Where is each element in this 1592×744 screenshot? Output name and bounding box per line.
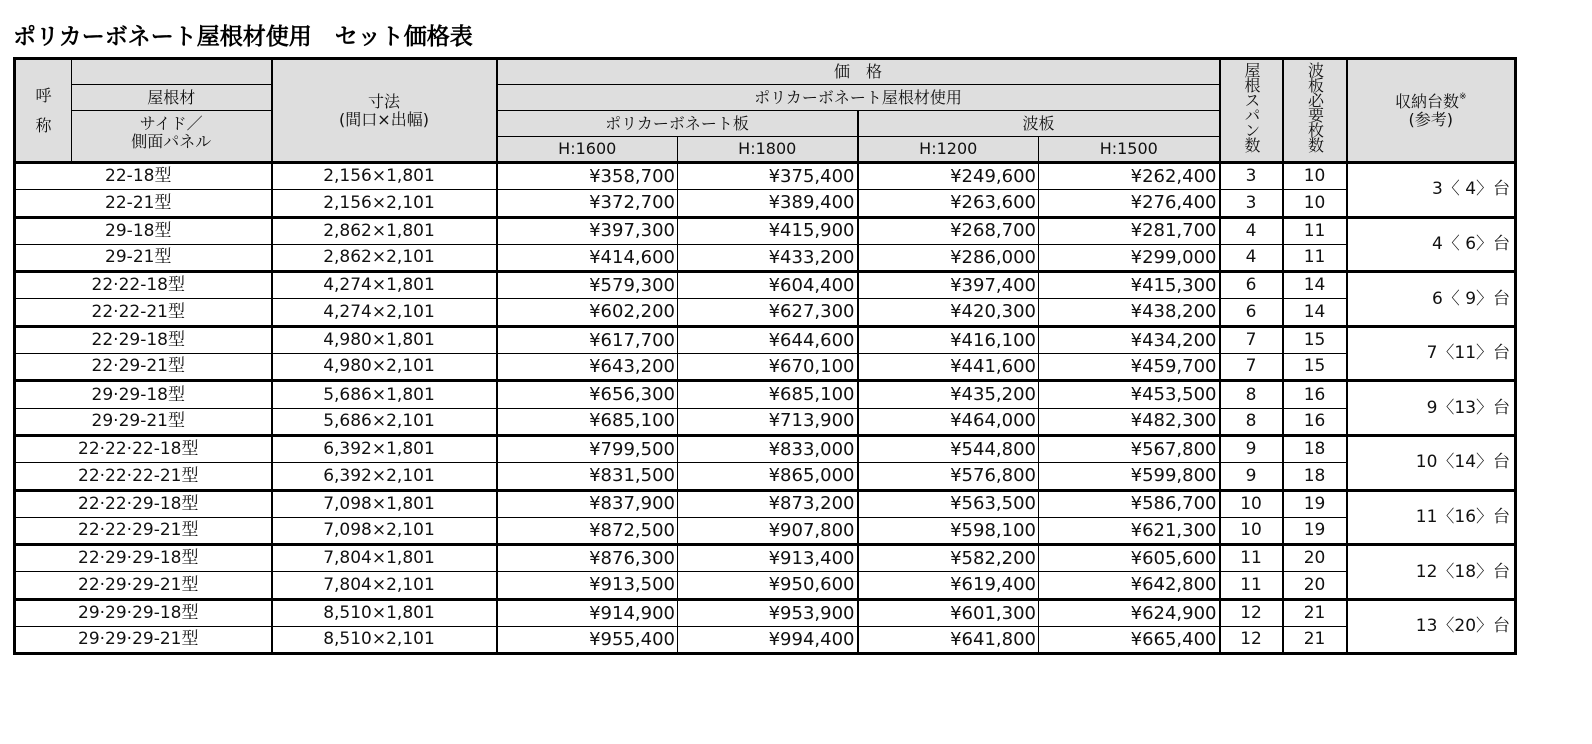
price-wave-h1200-cell: ¥619,400 [858,572,1039,599]
price-wave-h1500-cell: ¥586,700 [1039,490,1220,517]
corrugated-required-count-label: 波板必要枚数 [1305,62,1325,152]
sheets-cell: 18 [1283,463,1347,490]
price-wave-h1200-cell: ¥416,100 [858,326,1039,353]
header-name-blank [72,59,272,85]
sheets-cell: 14 [1283,299,1347,326]
table-row [15,381,1516,408]
sheets-cell: 19 [1283,490,1347,517]
price-wave-h1500-cell: ¥434,200 [1039,326,1220,353]
price-poly-h1800-cell: ¥644,600 [678,326,858,353]
storage-count-cell: 10〈14〉台 [1347,435,1516,490]
header-corrugated-board: 波板 [858,111,1220,137]
roof-span-cell: 6 [1220,272,1283,299]
table-header [15,59,1516,163]
size-cell: 2,156×1,801 [272,163,497,190]
model-cell: 29·29-18型 [15,381,272,408]
sheets-cell: 20 [1283,545,1347,572]
price-poly-h1800-cell: ¥433,200 [678,244,858,271]
price-wave-h1500-cell: ¥599,800 [1039,463,1220,490]
table-row [15,627,1516,654]
roof-span-cell: 8 [1220,381,1283,408]
price-poly-h1600-cell: ¥799,500 [497,435,678,462]
size-cell: 5,686×2,101 [272,408,497,435]
sheets-cell: 18 [1283,435,1347,462]
header-h1800: H:1800 [678,137,858,163]
price-wave-h1200-cell: ¥563,500 [858,490,1039,517]
side-panel-line2: 側面パネル [131,131,212,151]
roof-span-cell: 11 [1220,572,1283,599]
size-cell: 5,686×1,801 [272,381,497,408]
price-poly-h1800-cell: ¥950,600 [678,572,858,599]
header-h1200: H:1200 [858,137,1039,163]
price-poly-h1600-cell: ¥955,400 [497,627,678,654]
price-poly-h1600-cell: ¥837,900 [497,490,678,517]
sheets-cell: 14 [1283,272,1347,299]
size-cell: 4,274×1,801 [272,272,497,299]
size-cell: 6,392×1,801 [272,435,497,462]
header-price-subtitle: ポリカーボネート屋根材使用 [497,85,1220,111]
size-cell: 2,862×1,801 [272,217,497,244]
table-row [15,244,1516,271]
price-poly-h1800-cell: ¥389,400 [678,190,858,217]
storage-count-cell: 3〈 4〉台 [1347,163,1516,218]
price-poly-h1800-cell: ¥627,300 [678,299,858,326]
header-size-line1: 寸法 [367,91,400,111]
price-wave-h1200-cell: ¥582,200 [858,545,1039,572]
price-poly-h1800-cell: ¥604,400 [678,272,858,299]
sheets-cell: 11 [1283,217,1347,244]
sheets-cell: 10 [1283,163,1347,190]
roof-span-cell: 7 [1220,354,1283,381]
table-body [15,163,1516,654]
price-wave-h1500-cell: ¥276,400 [1039,190,1220,217]
model-cell: 22-21型 [15,190,272,217]
header-polycarbonate-board: ポリカーボネート板 [497,111,858,137]
roof-span-cell: 10 [1220,490,1283,517]
table-row [15,572,1516,599]
table-row [15,490,1516,517]
model-cell: 22·22·29-18型 [15,490,272,517]
table-row [15,326,1516,353]
price-table [13,57,1517,655]
price-wave-h1500-cell: ¥459,700 [1039,354,1220,381]
storage-count-cell: 13〈20〉台 [1347,599,1516,654]
roof-span-cell: 12 [1220,627,1283,654]
size-cell: 2,862×2,101 [272,244,497,271]
header-name-line2: 称 [35,115,52,135]
price-wave-h1200-cell: ¥544,800 [858,435,1039,462]
roof-span-cell: 8 [1220,408,1283,435]
model-cell: 22·29-18型 [15,326,272,353]
roof-span-cell: 9 [1220,435,1283,462]
storage-reference-label: (参考) [1408,109,1454,129]
size-cell: 4,980×1,801 [272,326,497,353]
price-poly-h1600-cell: ¥414,600 [497,244,678,271]
size-cell: 7,098×1,801 [272,490,497,517]
price-wave-h1200-cell: ¥598,100 [858,517,1039,544]
model-cell: 29·29·29-18型 [15,599,272,626]
table-row [15,435,1516,462]
price-wave-h1500-cell: ¥262,400 [1039,163,1220,190]
price-wave-h1500-cell: ¥605,600 [1039,545,1220,572]
model-cell: 22·29·29-18型 [15,545,272,572]
price-wave-h1200-cell: ¥641,800 [858,627,1039,654]
size-cell: 7,804×1,801 [272,545,497,572]
price-poly-h1800-cell: ¥685,100 [678,381,858,408]
table-row [15,599,1516,626]
roof-span-cell: 3 [1220,163,1283,190]
storage-count-cell: 11〈16〉台 [1347,490,1516,545]
size-cell: 4,980×2,101 [272,354,497,381]
price-wave-h1200-cell: ¥464,000 [858,408,1039,435]
price-wave-h1200-cell: ¥441,600 [858,354,1039,381]
price-poly-h1800-cell: ¥953,900 [678,599,858,626]
note-mark: ※ [1459,91,1467,102]
header-roof-material: 屋根材 [72,85,272,111]
price-poly-h1800-cell: ¥913,400 [678,545,858,572]
price-wave-h1200-cell: ¥249,600 [858,163,1039,190]
storage-count-label: 収納台数 [1394,91,1459,111]
table-row [15,517,1516,544]
roof-span-cell: 4 [1220,217,1283,244]
sheets-cell: 11 [1283,244,1347,271]
price-poly-h1600-cell: ¥872,500 [497,517,678,544]
header-price: 価 格 [497,59,1220,85]
price-wave-h1200-cell: ¥286,000 [858,244,1039,271]
price-wave-h1500-cell: ¥415,300 [1039,272,1220,299]
table-row [15,163,1516,190]
price-poly-h1800-cell: ¥865,000 [678,463,858,490]
price-poly-h1600-cell: ¥876,300 [497,545,678,572]
price-wave-h1500-cell: ¥642,800 [1039,572,1220,599]
model-cell: 22-18型 [15,163,272,190]
sheets-cell: 19 [1283,517,1347,544]
storage-count-cell: 4〈 6〉台 [1347,217,1516,272]
storage-count-label-line [1348,93,1515,111]
sheets-cell: 21 [1283,627,1347,654]
price-wave-h1500-cell: ¥621,300 [1039,517,1220,544]
header-side-panel [72,111,272,163]
sheets-cell: 15 [1283,326,1347,353]
price-wave-h1500-cell: ¥438,200 [1039,299,1220,326]
price-wave-h1500-cell: ¥482,300 [1039,408,1220,435]
roof-span-count-label: 屋根スパン数 [1242,62,1262,152]
price-poly-h1600-cell: ¥656,300 [497,381,678,408]
size-cell: 8,510×1,801 [272,599,497,626]
size-cell: 8,510×2,101 [272,627,497,654]
header-roof-span-count [1220,59,1283,163]
size-cell: 7,098×2,101 [272,517,497,544]
table-row [15,217,1516,244]
storage-count-cell: 7〈11〉台 [1347,326,1516,381]
price-poly-h1600-cell: ¥914,900 [497,599,678,626]
size-cell: 7,804×2,101 [272,572,497,599]
price-poly-h1600-cell: ¥685,100 [497,408,678,435]
price-wave-h1500-cell: ¥281,700 [1039,217,1220,244]
header-corrugated-required-count [1283,59,1347,163]
sheets-cell: 20 [1283,572,1347,599]
header-name-line1: 呼 [35,85,52,105]
table-row [15,408,1516,435]
model-cell: 22·22·29-21型 [15,517,272,544]
price-wave-h1500-cell: ¥299,000 [1039,244,1220,271]
price-wave-h1200-cell: ¥420,300 [858,299,1039,326]
header-size [272,59,497,163]
header-name-col [15,59,72,163]
price-poly-h1800-cell: ¥415,900 [678,217,858,244]
price-wave-h1500-cell: ¥453,500 [1039,381,1220,408]
roof-span-cell: 6 [1220,299,1283,326]
price-wave-h1500-cell: ¥624,900 [1039,599,1220,626]
model-cell: 22·22-21型 [15,299,272,326]
price-poly-h1600-cell: ¥358,700 [497,163,678,190]
size-cell: 6,392×2,101 [272,463,497,490]
roof-span-cell: 7 [1220,326,1283,353]
table-row [15,299,1516,326]
table-row [15,545,1516,572]
price-poly-h1600-cell: ¥602,200 [497,299,678,326]
storage-count-cell: 6〈 9〉台 [1347,272,1516,327]
roof-span-cell: 11 [1220,545,1283,572]
price-wave-h1500-cell: ¥567,800 [1039,435,1220,462]
header-size-line2: (間口×出幅) [339,109,429,129]
sheets-cell: 16 [1283,408,1347,435]
table-row [15,354,1516,381]
price-wave-h1200-cell: ¥268,700 [858,217,1039,244]
price-poly-h1800-cell: ¥873,200 [678,490,858,517]
sheets-cell: 21 [1283,599,1347,626]
model-cell: 22·22-18型 [15,272,272,299]
storage-count-cell: 12〈18〉台 [1347,545,1516,600]
page-title: ポリカーボネート屋根材使用 セット価格表 [13,24,473,50]
price-wave-h1500-cell: ¥665,400 [1039,627,1220,654]
price-poly-h1600-cell: ¥372,700 [497,190,678,217]
price-poly-h1800-cell: ¥713,900 [678,408,858,435]
header-h1500: H:1500 [1039,137,1220,163]
roof-span-cell: 9 [1220,463,1283,490]
price-wave-h1200-cell: ¥601,300 [858,599,1039,626]
model-cell: 29-18型 [15,217,272,244]
price-poly-h1600-cell: ¥579,300 [497,272,678,299]
storage-count-cell: 9〈13〉台 [1347,381,1516,436]
price-wave-h1200-cell: ¥397,400 [858,272,1039,299]
price-poly-h1600-cell: ¥617,700 [497,326,678,353]
price-poly-h1600-cell: ¥831,500 [497,463,678,490]
price-wave-h1200-cell: ¥263,600 [858,190,1039,217]
table-row [15,272,1516,299]
price-poly-h1800-cell: ¥670,100 [678,354,858,381]
model-cell: 22·29·29-21型 [15,572,272,599]
price-poly-h1800-cell: ¥833,000 [678,435,858,462]
model-cell: 22·22·22-18型 [15,435,272,462]
roof-span-cell: 4 [1220,244,1283,271]
table-row [15,190,1516,217]
header-storage-count [1347,59,1516,163]
model-cell: 22·29-21型 [15,354,272,381]
side-panel-line1: サイド／ [139,114,203,133]
sheets-cell: 10 [1283,190,1347,217]
roof-span-cell: 10 [1220,517,1283,544]
price-poly-h1600-cell: ¥397,300 [497,217,678,244]
price-poly-h1600-cell: ¥913,500 [497,572,678,599]
price-poly-h1800-cell: ¥994,400 [678,627,858,654]
size-cell: 4,274×2,101 [272,299,497,326]
model-cell: 29-21型 [15,244,272,271]
sheets-cell: 15 [1283,354,1347,381]
price-wave-h1200-cell: ¥435,200 [858,381,1039,408]
model-cell: 22·22·22-21型 [15,463,272,490]
price-poly-h1800-cell: ¥907,800 [678,517,858,544]
model-cell: 29·29·29-21型 [15,627,272,654]
header-h1600: H:1600 [497,137,678,163]
price-poly-h1800-cell: ¥375,400 [678,163,858,190]
price-poly-h1600-cell: ¥643,200 [497,354,678,381]
sheets-cell: 16 [1283,381,1347,408]
roof-span-cell: 3 [1220,190,1283,217]
roof-span-cell: 12 [1220,599,1283,626]
table-row [15,463,1516,490]
size-cell: 2,156×2,101 [272,190,497,217]
price-wave-h1200-cell: ¥576,800 [858,463,1039,490]
model-cell: 29·29-21型 [15,408,272,435]
